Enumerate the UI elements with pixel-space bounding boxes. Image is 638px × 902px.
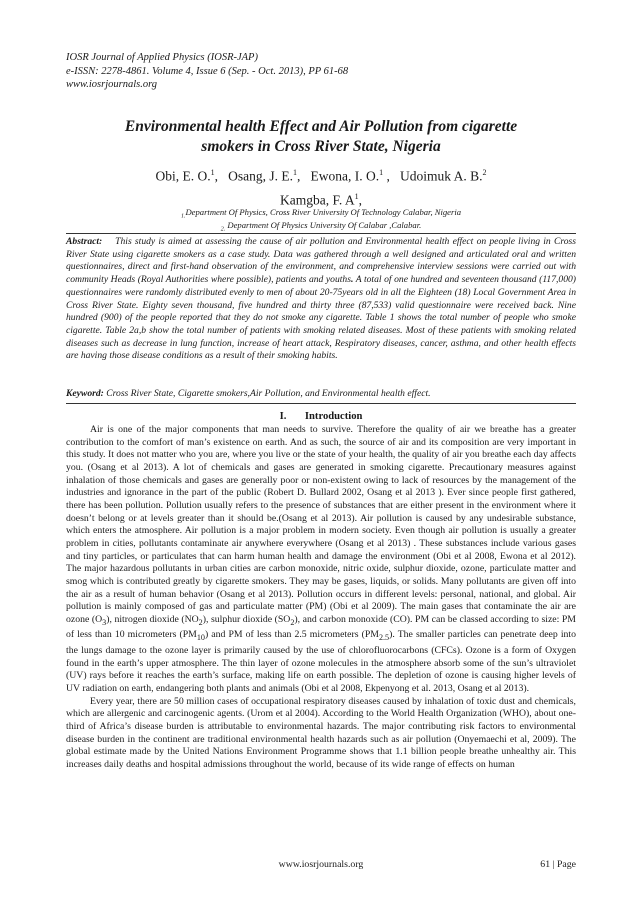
- paragraph-text: ) and PM of less than 2.5 micrometers (PM: [204, 629, 379, 641]
- divider-bottom: [66, 403, 576, 404]
- keywords-label: Keyword:: [66, 388, 104, 399]
- body-text: [66, 424, 576, 772]
- paragraph-text: ). The smaller particles can penetrate deep into the lungs damage to the ozone layer is primarily caused by the use of chlorofluorocarbons (CFCs). Ozone is a form of Oxygen found in the earth’s upper atmosphere. The thin layer of ozone molecules in the atmosphere absorb some of the sun’s ultraviolet (UV) rays before it reaches the earth’s surface, making life on earth possible. The depletion of ozone is causing higher levels of UV radiation on earth, endangering both plants and animals (Obi et al 2008, Ekpenyong et al. 2013, Osang et al 2013).: [66, 629, 576, 694]
- author-name: Obi, E. O.: [155, 168, 211, 184]
- author-affiliation-mark: 1: [354, 191, 359, 201]
- paragraph-text: ), sulphur dioxide (SO: [202, 613, 291, 625]
- author-separator: ,: [383, 168, 397, 184]
- article-title: [66, 117, 576, 157]
- abstract-text-part-2: A total of one hundred and seventeen thousand (117,000) questionnaires were randomly distributed evenly to men of about 20-75years old in all the Eighteen (18) Local Government Area in Cross River State. Eighty seven thousand, five hundred and thirty three (87,533) valid questionnaire were received back. Nine hundred (900) of the people reported that they do not smoke any cigarette. Table 1 shows the total number of people who smoke cigarette. Table 2a,b show the total number of patients with smoking related diseases. Most of these patients with smoking related diseases such as decrease in lung function, increase of heart attack, Respiratory diseases, cancer, asthma, and other health effects are having those disease conditions as a result of their smoking habits.: [66, 274, 577, 362]
- journal-issn: e-ISSN: 2278-4861. Volume 4, Issue 6 (Sep. - Oct. 2013), PP 61-68: [66, 65, 349, 77]
- author-name: Osang, J. E.: [228, 168, 293, 184]
- journal-website: www.iosrjournals.org: [66, 79, 158, 90]
- author-separator: ,: [214, 168, 225, 184]
- section-heading: [66, 410, 576, 423]
- author-affiliation-mark: 1: [210, 168, 215, 177]
- subscript: 10: [196, 633, 205, 643]
- section-title: Introduction: [304, 411, 363, 422]
- author-affiliation-mark: 1: [293, 168, 297, 177]
- abstract-label: Abstract:: [66, 236, 103, 247]
- affiliation-number: 1.: [180, 213, 186, 220]
- paragraph-text: ), and carbon monoxide (CO). PM can be classed according to size: PM of less than 10 micrometers (PM: [66, 613, 576, 641]
- subscript: 2.5: [378, 633, 390, 643]
- paragraph-text: ), nitrogen dioxide (NO: [106, 613, 199, 625]
- article-title-line-1: Environmental health Effect and Air Pollution from cigarette: [124, 118, 518, 135]
- author-affiliation-mark: 1: [379, 168, 384, 177]
- author-separator: ,: [297, 168, 308, 184]
- section-number: I.: [279, 411, 287, 422]
- subscript: 3: [102, 617, 107, 627]
- affiliation-text: Department Of Physics, Cross River University Of Technology Calabar, Nigeria: [185, 207, 462, 217]
- abstract-text-dot: .: [350, 274, 354, 286]
- author-name: Ewona, I. O.: [310, 168, 380, 184]
- author-name: Udoimuk A. B.: [399, 168, 483, 184]
- author-list: [66, 163, 576, 210]
- divider-top: [66, 233, 576, 234]
- affiliation-text: Department Of Physics University Of Calabar ,Calabar.: [227, 220, 422, 230]
- affiliation-number: 2.: [220, 226, 226, 233]
- article-title-line-2: smokers in Cross River State, Nigeria: [201, 138, 441, 155]
- subscript: 2: [290, 617, 295, 627]
- author-separator: ,: [358, 192, 363, 207]
- author-line-1: [66, 163, 576, 187]
- abstract-text-part-1: This study is aimed at assessing the cause of air pollution and Environmental health effect on people living in Cross River State using cigarette smokers as a case study. Data was gathered through a well designed and articulated oral and written questionnaires, direct and first-hand observation of the environment, and comprehensive interview sessions were carried out with community Heads (Royal Authorities where possible), patients and youths: [66, 236, 576, 286]
- subscript: 2: [198, 617, 203, 627]
- keywords: [66, 388, 576, 401]
- journal-name: IOSR Journal of Applied Physics (IOSR-JAP): [66, 52, 258, 63]
- paragraph-1: [66, 424, 576, 696]
- paragraph-text: Air is one of the major components that man needs to survive. Therefore the quality of air we breathe has a greater contribution to the comfort of man’s existence on earth. And as such, the source of air and its composition are very important in this study. It does not matter who you are, where you live or the state of your health, the quality of air you breathe each day affects you. (Osang et al 2013). A lot of chemicals and gases are generated in smoking cigarette. Precautionary measures against inhalation of those chemicals and gases are generally poor or non-existent owing to lack of resources by the management of the industries and ignorance in the part of the public (Robert D. Bullard 2002, Osang et al 2013 ). Ever since people first gathered, there has been pollution. Pollution usually refers to the presence of substances that are either present in the environment where it doesn’t belong or at levels greater than it should be.(Osang et al 2013). Air pollution is caused by any undesirable substance, which enters the atmosphere. Air pollution is a major problem in modern society. Even though air pollution is usually a greater problem in cities, pollutants contaminate air anywhere everywhere (Osang et al 2013) . These substances include various gases and tiny particles, or particulates that can harm human health and damage the environment (Obi et al 2008, Ewona et al 2012). The major hazardous pollutants in urban cities are carbon monoxide, nitric oxide, sulphur dioxide, ozone, particulate matter and smog which is contributed greatly by cigarette smokers. They may be gases, liquids, or solids. Many pollutants are given off into the air as a result of human behavior (Osang et al 2013). Pollution occurs in different levels: personal, national, and global. Air pollution is mainly composed of gas and particulate matter (PM) (Obi et al 2009). The main gases that contaminate the air are ozone (O: [66, 424, 576, 625]
- keywords-text: Cross River State, Cigarette smokers,Air Pollution, and Environmental health effect.: [103, 388, 431, 399]
- author-name: Kamgba, F. A: [279, 192, 355, 207]
- footer-website: www.iosrjournals.org: [278, 859, 364, 870]
- page-number: 61 | Page: [540, 859, 576, 870]
- author-affiliation-mark: 2: [482, 168, 487, 177]
- abstract: [66, 236, 576, 363]
- paragraph-2: Every year, there are 50 million cases of occupational respiratory diseases caused by inhalation of toxic dust and chemicals, which are allergenic and carcinogenic agents. (Urom et al 2004). According to the World Health Organization (WHO), about one-third of Africa’s disease burden is attributable to environmental hazards. The major contributing risk factors to environmental disease burden in the continent are traditional environmental health hazards such as air pollution (Onyemaechi et al, 2009). The global estimate made by the United Nations Environment Programme shows that 1.1 billion people breathe unhealthy air. This increases daily deaths and hospital admissions throughout the world, because of its wide range of effects on human: [66, 695, 576, 770]
- journal-header: [66, 51, 348, 92]
